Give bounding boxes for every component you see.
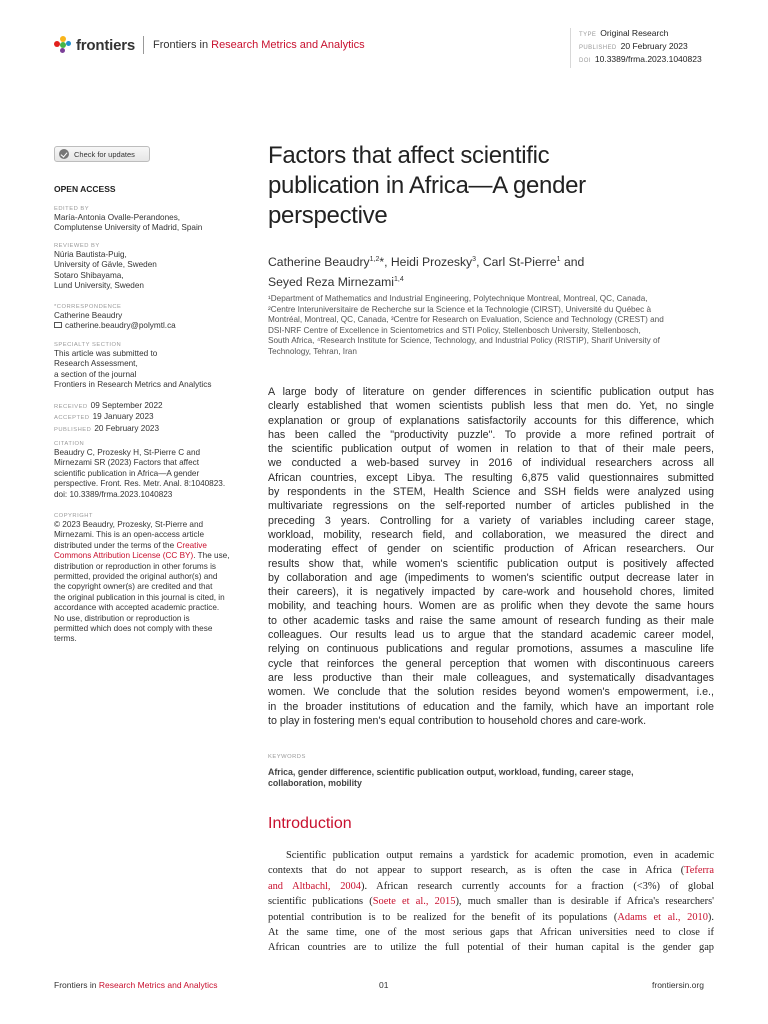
footer-site-link[interactable]: frontiersin.org bbox=[652, 980, 704, 990]
introduction-body bbox=[268, 848, 714, 956]
reviewed-by-section: REVIEWED BY Núria Bautista-Puig, University of Gävle, Sweden Sotaro Shibayama, Lund University, Sweden bbox=[54, 243, 157, 291]
abstract-line: by collaboration and age (impediments to women's scientific output decrease later in bbox=[268, 571, 714, 584]
specialty-section: SPECIALTY SECTION This article was submitted to Research Assessment, a section of the journal Frontiers in Research Metrics and Analytics bbox=[54, 342, 212, 390]
citation-section: CITATION Beaudry C, Prozesky H, St-Pierre C and Mirnezami SR (2023) Factors that affect scientific publication in Africa—A gender perspective. Front. Res. Metr. Anal. 8:1040823. doi: 10.3389/frma.2023.1040823 bbox=[54, 441, 226, 499]
abstract bbox=[268, 385, 714, 728]
body-line bbox=[268, 940, 714, 955]
abstract-line: cycle that reinforces the general perception that women with discontinuous careers bbox=[268, 657, 714, 670]
abstract-line: the scientific publication output of women in relation to that of their male peers, bbox=[268, 443, 714, 456]
header-divider bbox=[143, 36, 144, 54]
abstract-line: colleagues. Our results lead us to argue that the standard academic career model, bbox=[268, 629, 714, 642]
correspondence-email[interactable]: catherine.beaudry@polymtl.ca bbox=[54, 321, 244, 331]
logo-text: frontiers bbox=[76, 36, 136, 54]
article-meta bbox=[570, 28, 702, 68]
affiliations: ¹Department of Mathematics and Industrial Engineering, Polytechnique Montreal, Montreal, QC, Canada, ²Centre Interuniversitaire de Recherche sur la Science et la Technologie (CIRST), Université du Québec à Montréal, Montreal, QC, Canada, ³Centre for Research on Evaluation, Science and Technology (CREST) and DSI-NRF Centre of Excellence in Scientometrics and STI Policy, Stellenbosch University, Stellenbosch, South Africa, ⁴Research Institute for Science, Technology, and Industrial Policy (RISTIP), Sharif University of Technology, Tehran, Iran bbox=[268, 294, 664, 356]
author-name[interactable]: Catherine Beaudry bbox=[268, 255, 370, 270]
correspondence-section: *CORRESPONDENCE Catherine Beaudry catherine.beaudry@polymtl.ca bbox=[54, 303, 244, 332]
abstract-line: has been called the "productivity puzzle". To provide a more refined portrait of bbox=[268, 428, 714, 441]
check-updates-label: Check for updates bbox=[74, 149, 135, 159]
body-text: scientific publications ( bbox=[268, 896, 373, 908]
page-number: 01 bbox=[379, 980, 389, 990]
section-heading-introduction: Introduction bbox=[268, 815, 352, 832]
body-line bbox=[268, 863, 714, 878]
body-text: ). African research currently accounts for a fraction (<3%) of global bbox=[361, 880, 714, 892]
article-type: TYPE Original Research bbox=[579, 28, 669, 38]
abstract-line: explanation or group of explanations satisfactorily accounts for this difference, which bbox=[268, 414, 714, 427]
copyright-section: COPYRIGHT © 2023 Beaudry, Prozesky, St-Pierre and Mirnezami. This is an open-access article distributed under the terms of the Creative Commons Attribution License (CC BY). The use, distribution or reproduction in other forums is permitted, provided the original author(s) and the copyright owner(s) are credited and that the original publication in this journal is cited, in accordance with accepted academic practice. No use, distribution or reproduction is permitted which does not comply with these terms. bbox=[54, 513, 230, 644]
article-title: Factors that affect scientific publication in Africa—A gender perspective bbox=[268, 142, 586, 229]
body-text: ), much smaller than is desirable if Africa's researchers' bbox=[455, 896, 714, 908]
body-text: ). bbox=[707, 911, 714, 923]
citation-link[interactable]: and Altbachl, 2004 bbox=[268, 880, 361, 892]
mail-icon bbox=[54, 322, 62, 328]
body-text: potential contribution is to be realized for the benefit of its populations ( bbox=[268, 911, 618, 923]
citation-link[interactable]: Teferra bbox=[684, 865, 714, 877]
abstract-line: preceding 3 years. Controlling for a variety of variables including career stage, bbox=[268, 514, 714, 527]
abstract-line: African countries, except Libya. The resulting 6,875 valid questionnaires submitted bbox=[268, 471, 714, 484]
body-text: African countries are to utilize the full potential of their human capital is the gender gap bbox=[268, 942, 714, 954]
cc-license-link-cont[interactable]: Commons Attribution License (CC BY) bbox=[54, 551, 194, 561]
body-line bbox=[268, 910, 714, 925]
body-line bbox=[268, 925, 714, 940]
cc-license-link[interactable]: Creative bbox=[176, 540, 207, 550]
abstract-line: clearly established that women scientists publish less that men do. Yet, no single bbox=[268, 400, 714, 413]
dates-section: RECEIVED 09 September 2022 ACCEPTED 19 January 2023 PUBLISHED 20 February 2023 bbox=[54, 401, 163, 433]
abstract-line: workload, mobility, research field, and collaboration, we measured the direct and bbox=[268, 528, 714, 541]
abstract-line: relying on continuous publications and regular promotions, assumes a masculine life bbox=[268, 643, 714, 656]
abstract-line: A large body of literature on gender differences in scientific publication output has bbox=[268, 386, 714, 398]
author-list: Catherine Beaudry$^{1,2}$*, Heidi Prozesky$^3$, Carl St-Pierre$^1$ and Seyed Reza Mirnezami$^{1,4}$ bbox=[268, 255, 585, 290]
body-line bbox=[268, 848, 714, 863]
abstract-line: to play in fostering men's equal contribution to household chores and care-work. bbox=[268, 714, 647, 727]
author-name[interactable]: Carl St-Pierre bbox=[482, 255, 557, 270]
citation-link[interactable]: Adams et al., 2010 bbox=[617, 911, 708, 923]
edited-by-section: EDITED BY María-Antonia Ovalle-Perandones, Complutense University of Madrid, Spain bbox=[54, 206, 203, 233]
abstract-line: by respondents in the STEM, Health Science and SSH fields were analyzed using bbox=[268, 486, 714, 499]
author-name[interactable]: Seyed Reza Mirnezami bbox=[268, 275, 394, 290]
body-text: contexts that do not appear to support research, as is often the case in Africa ( bbox=[268, 865, 685, 877]
abstract-line: multivariate regressions on the self-reported number of articles published in the bbox=[268, 500, 714, 513]
open-access-label: OPEN ACCESS bbox=[54, 184, 116, 194]
body-text: At the same time, one of the most serious gaps that African universities need to close if bbox=[268, 927, 714, 939]
abstract-line: in the broader institutions of education and the family, which have an important role bbox=[268, 700, 714, 713]
check-for-updates-button[interactable] bbox=[54, 146, 150, 162]
abstract-line: women. We conclude that the solution resides beyond women's empowerment, i.e., bbox=[268, 686, 714, 699]
keywords-section: KEYWORDS Africa, gender difference, scientific publication output, workload, funding, career stage, collaboration, mobility bbox=[268, 754, 634, 788]
abstract-line: their careers), it is negatively impacted by care-work and household chores, limited bbox=[268, 586, 714, 599]
doi: DOI 10.3389/frma.2023.1040823 bbox=[579, 54, 702, 64]
abstract-line: we conducted a web-based survey in 2016 of individual researchers across all bbox=[268, 457, 714, 470]
body-text: Scientific publication output remains a yardstick for academic promotion, even in academic bbox=[286, 850, 714, 861]
abstract-line: to other academic tasks and raise the same amount of research funding as their male bbox=[268, 614, 714, 627]
abstract-line: moderating effect of gender on scientific production of African researchers. Our bbox=[268, 543, 714, 556]
check-icon bbox=[59, 149, 69, 159]
abstract-line: are less productive than their male colleagues, and systematically disadvantages bbox=[268, 671, 714, 684]
author-name[interactable]: Heidi Prozesky bbox=[390, 255, 473, 270]
published-date: PUBLISHED 20 February 2023 bbox=[579, 41, 688, 51]
journal-name[interactable]: Frontiers in Research Metrics and Analytics bbox=[153, 39, 365, 51]
body-line bbox=[268, 894, 714, 909]
abstract-line: mobility, and teaching hours. Women are as prolific when they devote the same hours bbox=[268, 600, 714, 613]
citation-link[interactable]: Soete et al., 2015 bbox=[372, 896, 456, 908]
frontiers-logo-icon bbox=[54, 36, 72, 54]
frontiers-logo[interactable] bbox=[54, 36, 365, 54]
body-line bbox=[268, 879, 714, 894]
abstract-line: results show that, while women's scientific publication output is positively affected bbox=[268, 557, 714, 570]
footer-journal[interactable]: Frontiers in Research Metrics and Analytics bbox=[54, 980, 218, 990]
